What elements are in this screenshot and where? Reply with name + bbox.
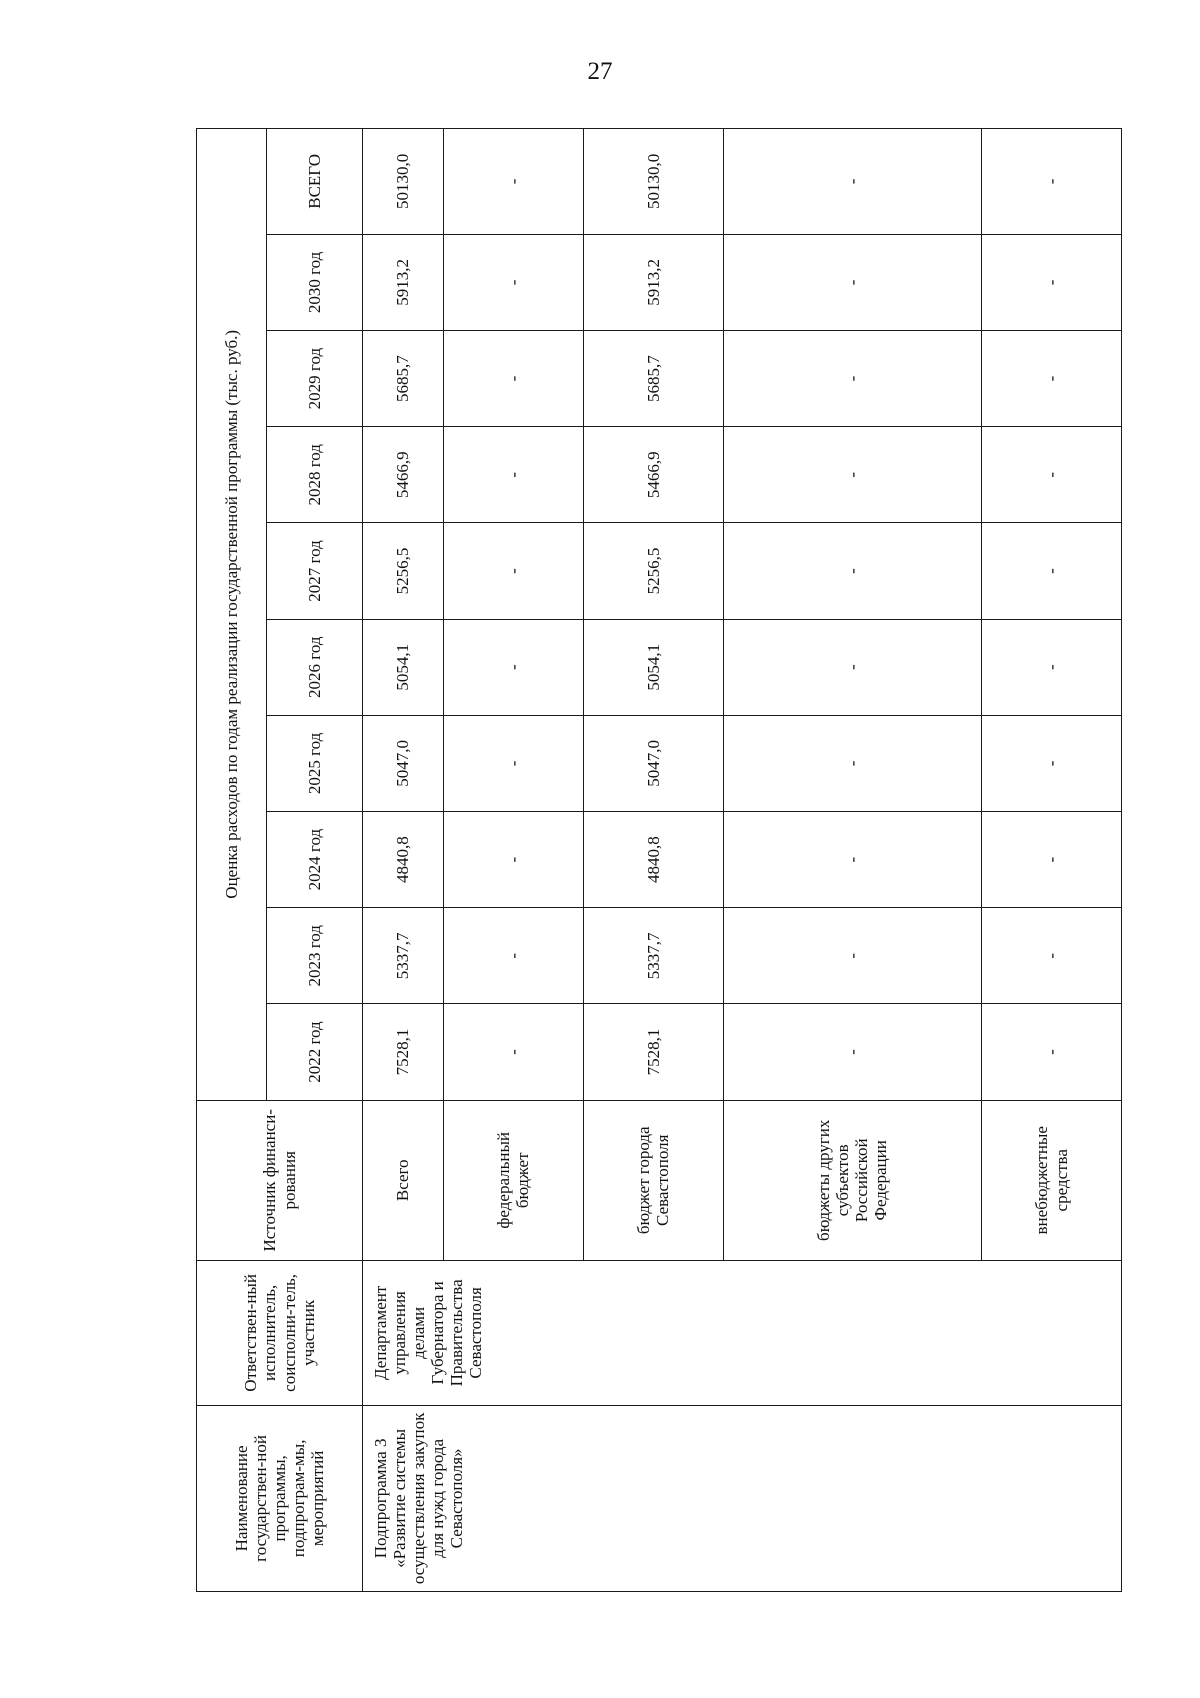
value-cell: 5913,2 — [583, 234, 723, 330]
value-cell: 5466,9 — [363, 427, 444, 523]
header-total: ВСЕГО — [267, 129, 363, 235]
value-cell: - — [982, 715, 1122, 811]
value-cell: 7528,1 — [363, 1004, 444, 1100]
value-cell: - — [982, 234, 1122, 330]
value-cell: - — [443, 619, 583, 715]
value-cell: 5054,1 — [363, 619, 444, 715]
value-cell: 5256,5 — [583, 523, 723, 619]
value-cell: - — [443, 523, 583, 619]
value-cell: - — [982, 908, 1122, 1004]
source-cell: Всего — [363, 1100, 444, 1260]
header-funding-source: Источник финанси-рования — [197, 1100, 363, 1260]
header-year: 2027 год — [267, 523, 363, 619]
value-cell: - — [723, 619, 981, 715]
value-cell: 5047,0 — [583, 715, 723, 811]
value-cell: - — [982, 330, 1122, 426]
header-cost-estimate: Оценка расходов по годам реализации государственной программы (тыс. руб.) — [197, 129, 267, 1101]
value-cell: 5337,7 — [363, 908, 444, 1004]
value-cell: 5685,7 — [583, 330, 723, 426]
header-year: 2028 год — [267, 427, 363, 523]
value-cell: - — [723, 427, 981, 523]
value-cell: - — [443, 908, 583, 1004]
value-cell: - — [723, 812, 981, 908]
financing-table — [196, 128, 1122, 1592]
value-cell: - — [982, 1004, 1122, 1100]
value-cell: 4840,8 — [363, 812, 444, 908]
header-row-group — [197, 129, 267, 1592]
value-cell: 5466,9 — [583, 427, 723, 523]
total-cell: - — [443, 129, 583, 235]
value-cell: - — [443, 1004, 583, 1100]
value-cell: - — [982, 523, 1122, 619]
value-cell: - — [723, 523, 981, 619]
value-cell: - — [723, 715, 981, 811]
value-cell: 5054,1 — [583, 619, 723, 715]
header-year: 2023 год — [267, 908, 363, 1004]
header-year: 2022 год — [267, 1004, 363, 1100]
value-cell: 5685,7 — [363, 330, 444, 426]
total-cell: - — [982, 129, 1122, 235]
source-cell: федеральный бюджет — [443, 1100, 583, 1260]
header-program-name: Наименование государствен-ной программы, подпрограм-мы, мероприятий — [197, 1405, 363, 1591]
value-cell: 5256,5 — [363, 523, 444, 619]
header-year: 2024 год — [267, 812, 363, 908]
value-cell: 5047,0 — [363, 715, 444, 811]
value-cell: - — [443, 715, 583, 811]
value-cell: 7528,1 — [583, 1004, 723, 1100]
program-name-cell: Подпрограмма 3 «Развитие системы осуществления закупок для нужд города Севастополя» — [363, 1405, 1122, 1591]
table-row — [363, 129, 444, 1592]
rotated-table — [196, 128, 1122, 1592]
value-cell: - — [443, 812, 583, 908]
header-year: 2029 год — [267, 330, 363, 426]
header-year: 2026 год — [267, 619, 363, 715]
value-cell: - — [723, 330, 981, 426]
source-cell: бюджеты других субъектов Российской Федерации — [723, 1100, 981, 1260]
value-cell: 5913,2 — [363, 234, 444, 330]
value-cell: - — [982, 812, 1122, 908]
value-cell: - — [443, 427, 583, 523]
value-cell: 4840,8 — [583, 812, 723, 908]
total-cell: - — [723, 129, 981, 235]
value-cell: - — [982, 619, 1122, 715]
source-cell: внебюджетные средства — [982, 1100, 1122, 1260]
header-responsible: Ответствен-ный исполнитель, соисполни-тель, участник — [197, 1260, 363, 1405]
page-number: 27 — [587, 58, 613, 85]
financing-table-container — [196, 128, 1122, 1592]
value-cell: 5337,7 — [583, 908, 723, 1004]
header-year: 2030 год — [267, 234, 363, 330]
total-cell: 50130,0 — [363, 129, 444, 235]
value-cell: - — [723, 234, 981, 330]
value-cell: - — [982, 427, 1122, 523]
value-cell: - — [443, 234, 583, 330]
header-year: 2025 год — [267, 715, 363, 811]
value-cell: - — [723, 1004, 981, 1100]
value-cell: - — [723, 908, 981, 1004]
source-cell: бюджет города Севастополя — [583, 1100, 723, 1260]
total-cell: 50130,0 — [583, 129, 723, 235]
responsible-cell: Департамент управления делами Губернатора и Правительства Севастополя — [363, 1260, 1122, 1405]
value-cell: - — [443, 330, 583, 426]
